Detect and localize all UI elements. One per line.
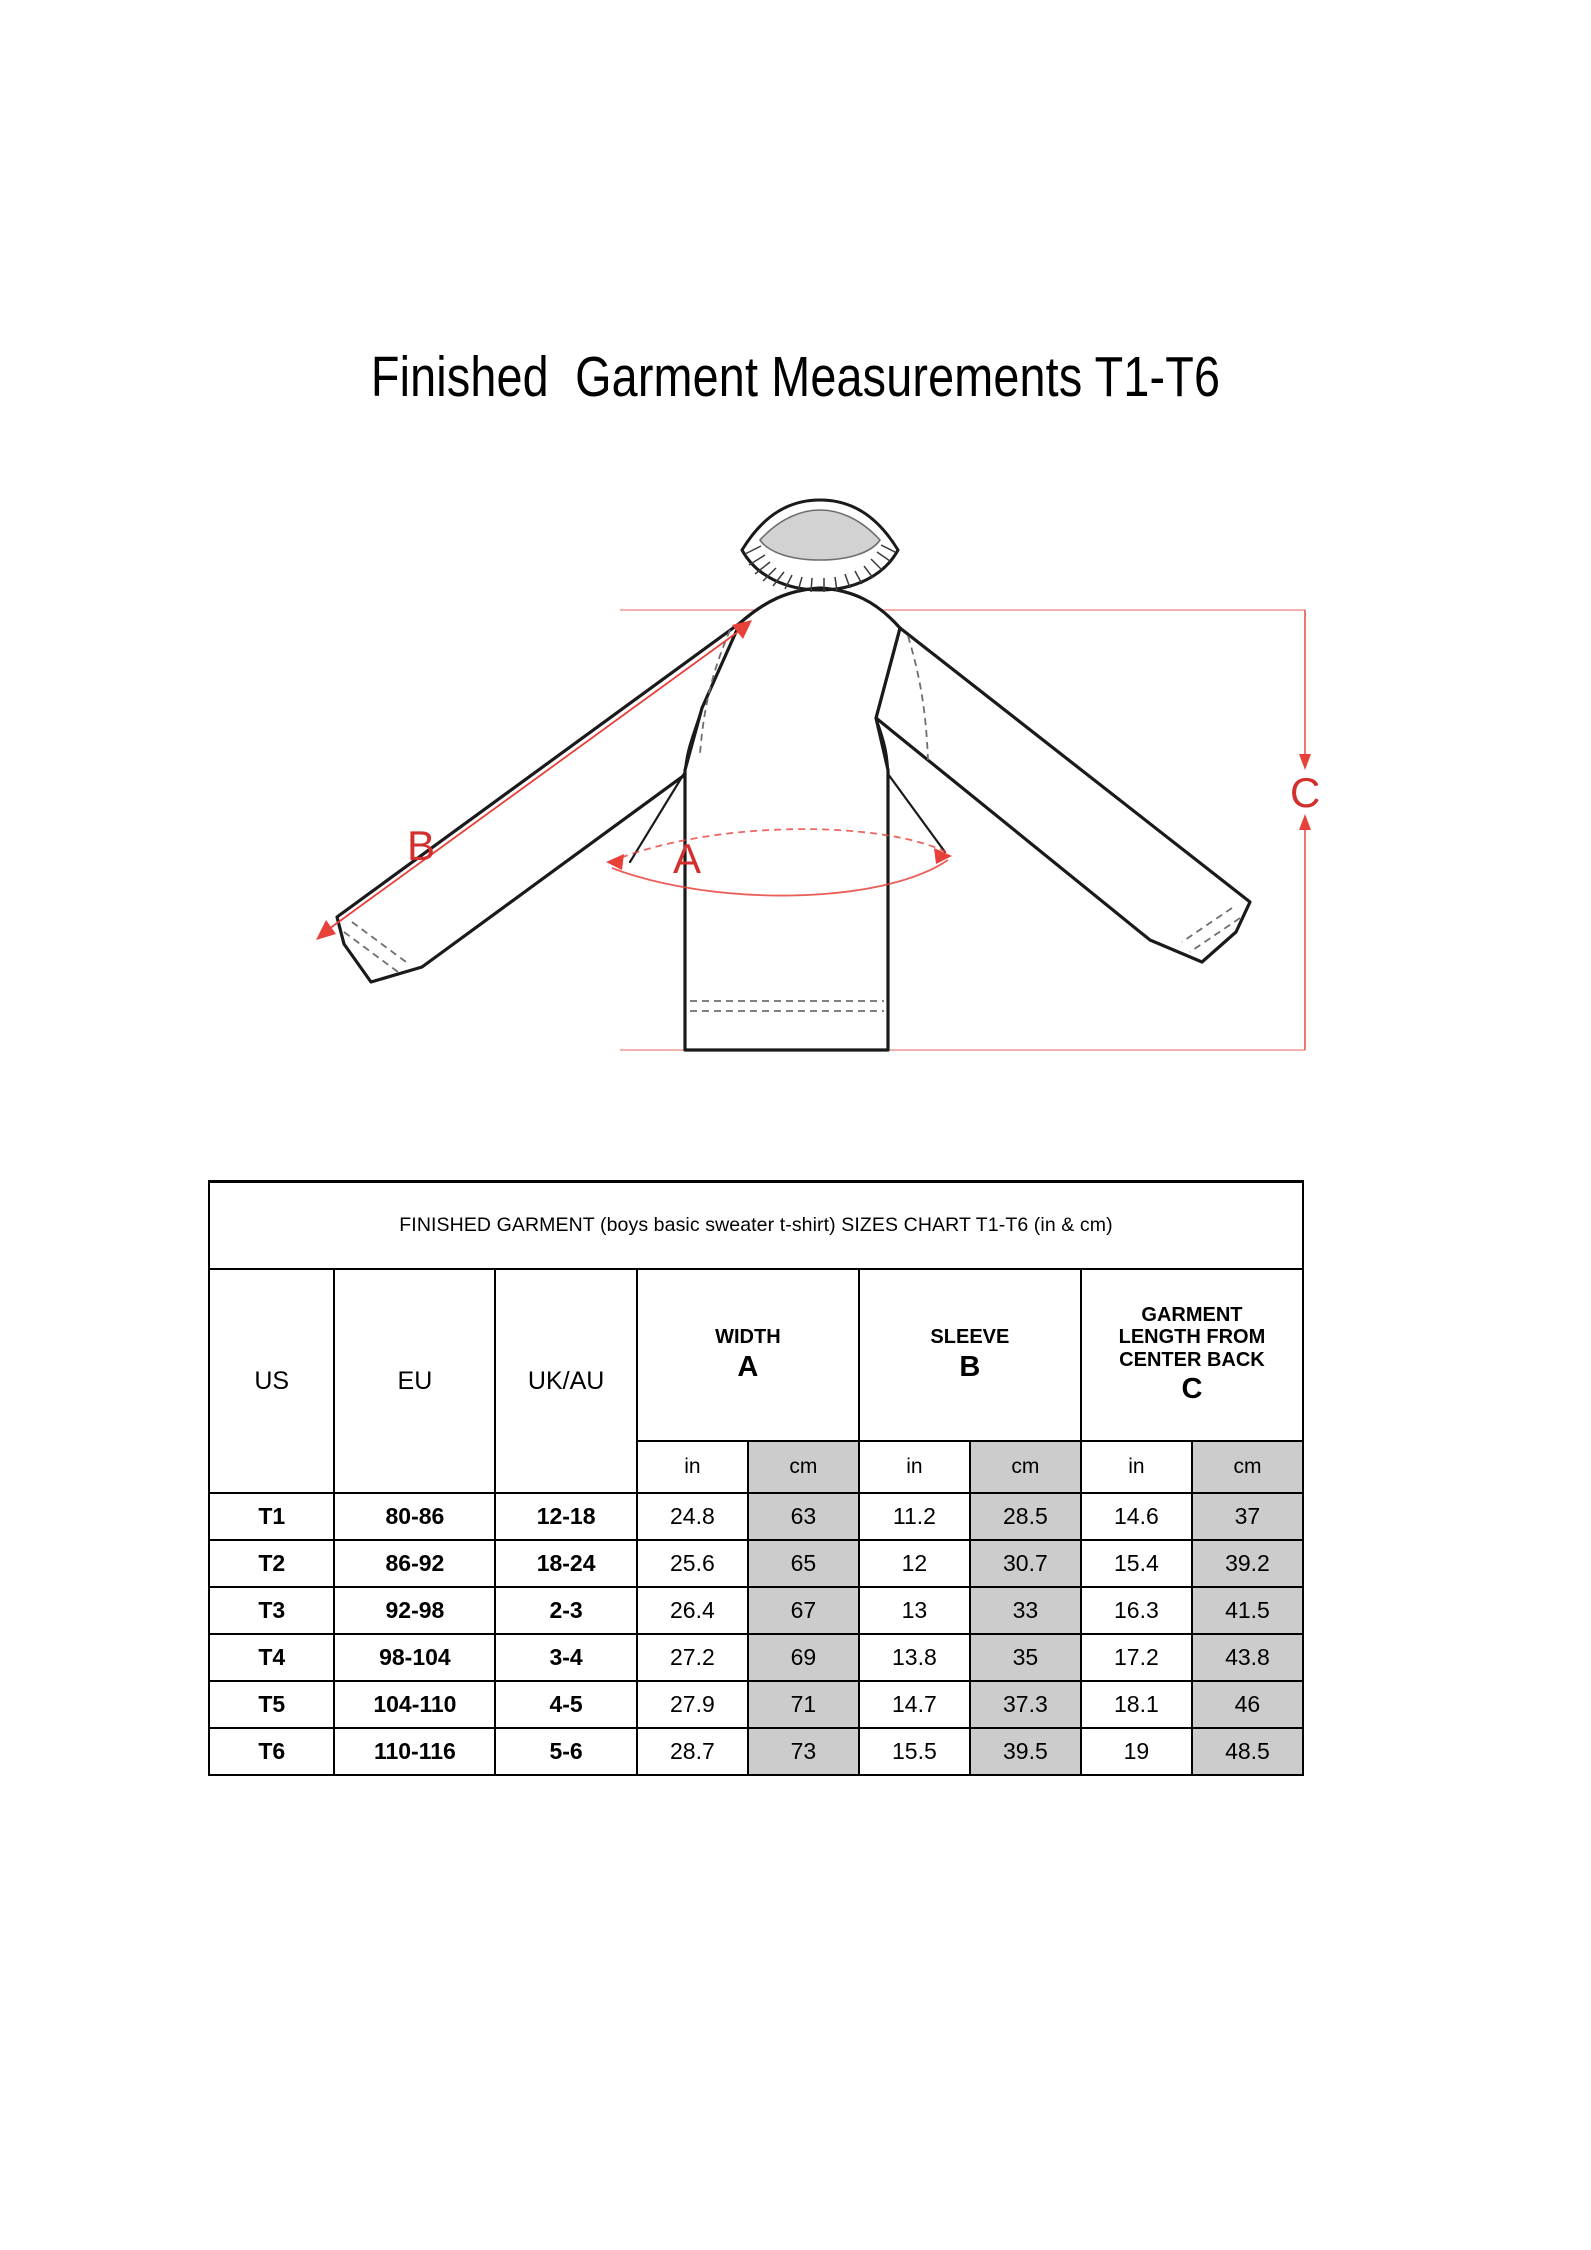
table-row — [209, 1540, 1303, 1587]
cell-sleeve-cm: 39.5 — [970, 1728, 1081, 1775]
measure-label-c: C — [1290, 769, 1321, 816]
cell-width-in: 28.7 — [637, 1728, 748, 1775]
cell-us: T4 — [209, 1634, 334, 1681]
measure-label-a: A — [673, 835, 702, 882]
unit-header-length-in: in — [1081, 1441, 1192, 1493]
column-header-garment-length-letter: C — [1181, 1373, 1203, 1406]
unit-header-width-cm: cm — [748, 1441, 859, 1493]
unit-header-sleeve-cm: cm — [970, 1441, 1081, 1493]
cell-length-in: 15.4 — [1081, 1540, 1192, 1587]
cell-sleeve-cm: 28.5 — [970, 1493, 1081, 1540]
cell-width-in: 25.6 — [637, 1540, 748, 1587]
cell-sleeve-in: 14.7 — [859, 1681, 970, 1728]
cell-width-in: 27.2 — [637, 1634, 748, 1681]
cell-length-in: 17.2 — [1081, 1634, 1192, 1681]
cell-uk-au: 18-24 — [495, 1540, 637, 1587]
cell-uk-au: 12-18 — [495, 1493, 637, 1540]
column-header-sleeve-letter: B — [959, 1350, 981, 1383]
page-title: Finished Garment Measurements T1-T6 — [370, 345, 1221, 409]
column-header-eu: EU — [334, 1269, 495, 1493]
cell-sleeve-in: 13.8 — [859, 1634, 970, 1681]
cell-uk-au: 4-5 — [495, 1681, 637, 1728]
cell-width-cm: 63 — [748, 1493, 859, 1540]
cell-sleeve-cm: 30.7 — [970, 1540, 1081, 1587]
cell-length-cm: 46 — [1192, 1681, 1303, 1728]
table-caption-row — [209, 1182, 1303, 1270]
cell-uk-au: 5-6 — [495, 1728, 637, 1775]
cell-uk-au: 2-3 — [495, 1587, 637, 1634]
cell-sleeve-in: 12 — [859, 1540, 970, 1587]
unit-header-width-in: in — [637, 1441, 748, 1493]
cell-length-in: 19 — [1081, 1728, 1192, 1775]
cell-uk-au: 3-4 — [495, 1634, 637, 1681]
cell-eu: 98-104 — [334, 1634, 495, 1681]
cell-length-cm: 41.5 — [1192, 1587, 1303, 1634]
column-header-width-letter: A — [737, 1350, 759, 1383]
column-header-width-label: WIDTH — [715, 1326, 781, 1349]
cell-us: T5 — [209, 1681, 334, 1728]
table-row — [209, 1587, 1303, 1634]
column-header-us: US — [209, 1269, 334, 1493]
cell-us: T2 — [209, 1540, 334, 1587]
cell-sleeve-in: 13 — [859, 1587, 970, 1634]
cell-length-in: 16.3 — [1081, 1587, 1192, 1634]
cell-length-cm: 39.2 — [1192, 1540, 1303, 1587]
unit-header-sleeve-in: in — [859, 1441, 970, 1493]
column-header-garment-length — [1081, 1269, 1303, 1441]
cell-width-cm: 71 — [748, 1681, 859, 1728]
cell-sleeve-in: 15.5 — [859, 1728, 970, 1775]
table-caption: FINISHED GARMENT (boys basic sweater t-shirt) SIZES CHART T1-T6 (in & cm) — [209, 1182, 1303, 1270]
column-header-garment-length-line1: GARMENT — [1141, 1303, 1243, 1326]
unit-header-length-cm: cm — [1192, 1441, 1303, 1493]
table-row — [209, 1728, 1303, 1775]
cell-us: T1 — [209, 1493, 334, 1540]
column-header-sleeve-label: SLEEVE — [930, 1326, 1010, 1349]
cell-sleeve-cm: 35 — [970, 1634, 1081, 1681]
cell-width-cm: 69 — [748, 1634, 859, 1681]
size-chart-container — [208, 1180, 1304, 1776]
garment-technical-drawing — [240, 470, 1360, 1090]
cell-sleeve-cm: 33 — [970, 1587, 1081, 1634]
cell-length-cm: 43.8 — [1192, 1634, 1303, 1681]
cell-us: T3 — [209, 1587, 334, 1634]
cell-eu: 86-92 — [334, 1540, 495, 1587]
cell-eu: 80-86 — [334, 1493, 495, 1540]
column-header-garment-length-line2: LENGTH FROM — [1118, 1326, 1266, 1349]
cell-length-in: 14.6 — [1081, 1493, 1192, 1540]
cell-eu: 110-116 — [334, 1728, 495, 1775]
cell-eu: 104-110 — [334, 1681, 495, 1728]
cell-eu: 92-98 — [334, 1587, 495, 1634]
measure-label-b: B — [407, 822, 436, 869]
table-row — [209, 1634, 1303, 1681]
size-chart-table — [208, 1180, 1304, 1776]
sweater-outline — [337, 588, 1250, 1050]
cell-sleeve-cm: 37.3 — [970, 1681, 1081, 1728]
column-header-uk-au: UK/AU — [495, 1269, 637, 1493]
cell-width-cm: 65 — [748, 1540, 859, 1587]
cell-us: T6 — [209, 1728, 334, 1775]
column-header-garment-length-line3: CENTER BACK — [1119, 1348, 1265, 1371]
cell-length-in: 18.1 — [1081, 1681, 1192, 1728]
cell-length-cm: 37 — [1192, 1493, 1303, 1540]
column-header-sleeve — [859, 1269, 1081, 1441]
cell-sleeve-in: 11.2 — [859, 1493, 970, 1540]
cell-width-in: 24.8 — [637, 1493, 748, 1540]
cell-length-cm: 48.5 — [1192, 1728, 1303, 1775]
neckline-rib — [742, 500, 898, 592]
cell-width-cm: 73 — [748, 1728, 859, 1775]
cell-width-cm: 67 — [748, 1587, 859, 1634]
table-row — [209, 1493, 1303, 1540]
table-group-header-row — [209, 1269, 1303, 1441]
column-header-width — [637, 1269, 859, 1441]
cell-width-in: 27.9 — [637, 1681, 748, 1728]
cell-width-in: 26.4 — [637, 1587, 748, 1634]
table-row — [209, 1681, 1303, 1728]
